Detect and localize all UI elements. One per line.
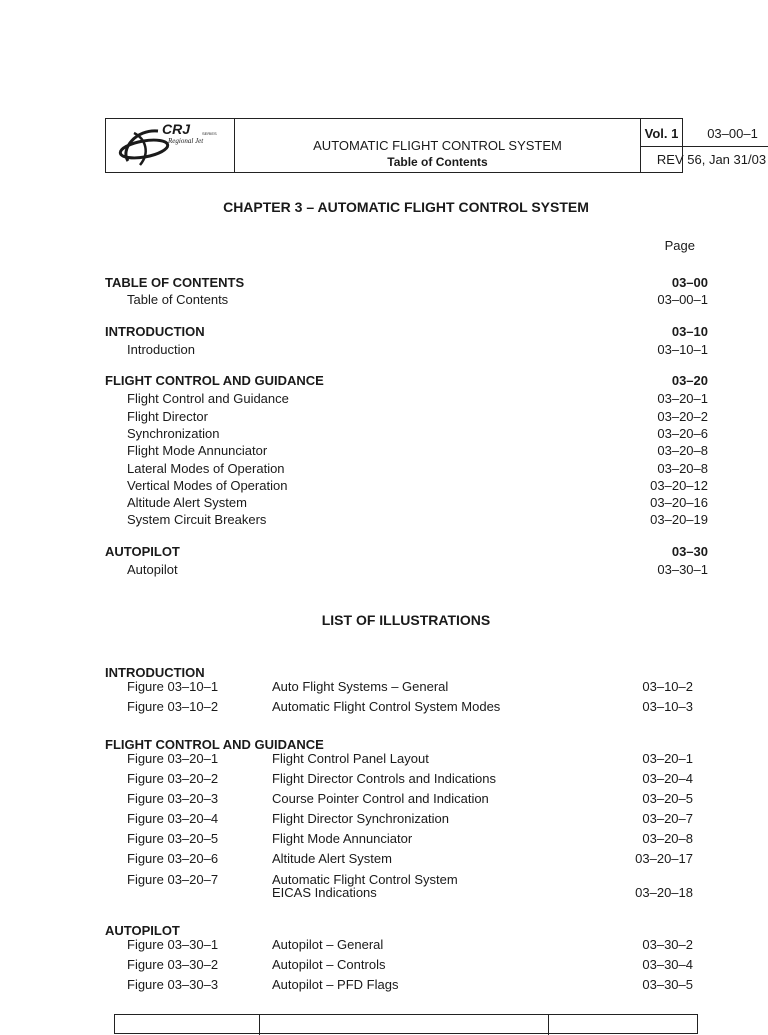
document-header	[105, 118, 767, 173]
figure-description: Automatic Flight Control System	[272, 872, 458, 887]
toc-page: 03–20–16	[650, 495, 708, 510]
toc-label: INTRODUCTION	[105, 324, 205, 339]
toc-page: 03–20–2	[657, 409, 708, 424]
logo-text: CRJ	[162, 121, 191, 137]
figure-page: 03–30–4	[642, 957, 693, 972]
toc-entry[interactable]	[105, 495, 708, 512]
illustration-section-heading: AUTOPILOT	[105, 923, 180, 938]
figure-page: 03–20–7	[642, 811, 693, 826]
toc-section[interactable]	[105, 275, 708, 292]
page-code: 03–00–1	[707, 126, 758, 141]
figure-page: 03–20–18	[635, 885, 693, 900]
figure-page: 03–20–5	[642, 791, 693, 806]
figure-description: Autopilot – PFD Flags	[272, 977, 399, 992]
crj-logo	[106, 119, 234, 172]
figure-page: 03–10–2	[642, 679, 693, 694]
toc-label: Flight Mode Annunciator	[127, 443, 268, 458]
toc-entry[interactable]	[105, 409, 708, 426]
toc-label: Lateral Modes of Operation	[127, 461, 285, 476]
toc-page: 03–20–8	[657, 443, 708, 458]
toc-page: 03–20	[671, 373, 708, 388]
vol-cell	[641, 119, 683, 147]
figure-description: Flight Mode Annunciator	[272, 831, 413, 846]
figure-number: Figure 03–20–5	[127, 831, 219, 846]
toc-page: 03–20–12	[650, 478, 708, 493]
toc-label: TABLE OF CONTENTS	[105, 275, 245, 290]
toc-section[interactable]	[105, 324, 708, 341]
figure-page: 03–20–1	[642, 751, 693, 766]
toc-label: Vertical Modes of Operation	[127, 478, 288, 493]
toc-page: 03–20–8	[657, 461, 708, 476]
toc-entry[interactable]	[105, 391, 708, 408]
toc-section[interactable]	[105, 544, 708, 561]
figure-number: Figure 03–30–1	[127, 937, 219, 952]
figure-number: Figure 03–30–2	[127, 957, 219, 972]
toc-page: 03–30	[671, 544, 708, 559]
toc-label: Synchronization	[127, 426, 220, 441]
toc-entry[interactable]	[105, 292, 708, 309]
figure-page: 03–20–17	[635, 851, 693, 866]
volume-label: Vol. 1	[644, 126, 679, 141]
toc-label: Table of Contents	[127, 292, 229, 307]
figure-number: Figure 03–20–3	[127, 791, 219, 806]
figure-description: Automatic Flight Control System Modes	[272, 699, 501, 714]
logo-sub: Regional Jet	[168, 137, 204, 145]
figure-number: Figure 03–10–1	[127, 679, 219, 694]
figure-description: Flight Control Panel Layout	[272, 751, 429, 766]
toc-page: 03–00	[671, 275, 708, 290]
footer-divider	[548, 1015, 549, 1035]
toc-page: 03–00–1	[657, 292, 708, 307]
code-cell	[683, 119, 768, 147]
toc-label: Flight Director	[127, 409, 208, 424]
chapter-title: CHAPTER 3 – AUTOMATIC FLIGHT CONTROL SYSTEM	[223, 199, 589, 215]
title-cell	[235, 119, 641, 172]
rev-cell	[641, 147, 768, 172]
figure-number: Figure 03–20–6	[127, 851, 219, 866]
toc-label: AUTOPILOT	[105, 544, 180, 559]
figure-number: Figure 03–20–2	[127, 771, 219, 786]
footer-divider	[259, 1015, 260, 1035]
figure-description: Flight Director Controls and Indications	[272, 771, 496, 786]
figure-page: 03–20–8	[642, 831, 693, 846]
toc-label: FLIGHT CONTROL AND GUIDANCE	[105, 373, 324, 388]
figure-description: Autopilot – General	[272, 937, 384, 952]
figure-number: Figure 03–30–3	[127, 977, 219, 992]
toc-entry[interactable]	[105, 562, 708, 579]
toc-entry[interactable]	[105, 443, 708, 460]
figure-number: Figure 03–20–4	[127, 811, 219, 826]
figure-page: 03–30–5	[642, 977, 693, 992]
footer-table-edge	[114, 1014, 698, 1034]
toc-label: System Circuit Breakers	[127, 512, 267, 527]
figure-page: 03–30–2	[642, 937, 693, 952]
toc-page: 03–10–1	[657, 342, 708, 357]
page-column-label: Page	[664, 238, 695, 253]
figure-description: Auto Flight Systems – General	[272, 679, 449, 694]
logo-tiny: SERIES	[202, 131, 217, 136]
toc-page: 03–20–1	[657, 391, 708, 406]
toc-entry[interactable]	[105, 512, 708, 529]
figure-description: Altitude Alert System	[272, 851, 392, 866]
toc-label: Altitude Alert System	[127, 495, 247, 510]
toc-page: 03–20–6	[657, 426, 708, 441]
figure-row[interactable]	[127, 872, 693, 902]
logo-cell	[106, 119, 235, 172]
revision-label: REV 56, Jan 31/03	[656, 152, 767, 167]
toc-entry[interactable]	[105, 342, 708, 359]
illustration-section-heading: INTRODUCTION	[105, 665, 205, 680]
figure-description: Autopilot – Controls	[272, 957, 386, 972]
toc-label: Flight Control and Guidance	[127, 391, 289, 406]
toc-label: Introduction	[127, 342, 195, 357]
figure-description-line2: EICAS Indications	[272, 885, 377, 900]
figure-description: Course Pointer Control and Indication	[272, 791, 489, 806]
figure-description: Flight Director Synchronization	[272, 811, 450, 826]
toc-label: Autopilot	[127, 562, 178, 577]
toc-section[interactable]	[105, 373, 708, 390]
toc-entry[interactable]	[105, 478, 708, 495]
toc-entry[interactable]	[105, 426, 708, 443]
figure-number: Figure 03–20–1	[127, 751, 219, 766]
figure-page: 03–10–3	[642, 699, 693, 714]
illustrations-title: LIST OF ILLUSTRATIONS	[321, 612, 491, 628]
figure-number: Figure 03–20–7	[127, 872, 219, 887]
figure-number: Figure 03–10–2	[127, 699, 219, 714]
illustration-section-heading: FLIGHT CONTROL AND GUIDANCE	[105, 737, 324, 752]
toc-entry[interactable]	[105, 461, 708, 478]
toc-page: 03–30–1	[657, 562, 708, 577]
figure-page: 03–20–4	[642, 771, 693, 786]
toc-page: 03–10	[671, 324, 708, 339]
toc-page: 03–20–19	[650, 512, 708, 527]
document-subtitle: Table of Contents	[387, 155, 488, 169]
document-title: AUTOMATIC FLIGHT CONTROL SYSTEM	[313, 138, 562, 153]
